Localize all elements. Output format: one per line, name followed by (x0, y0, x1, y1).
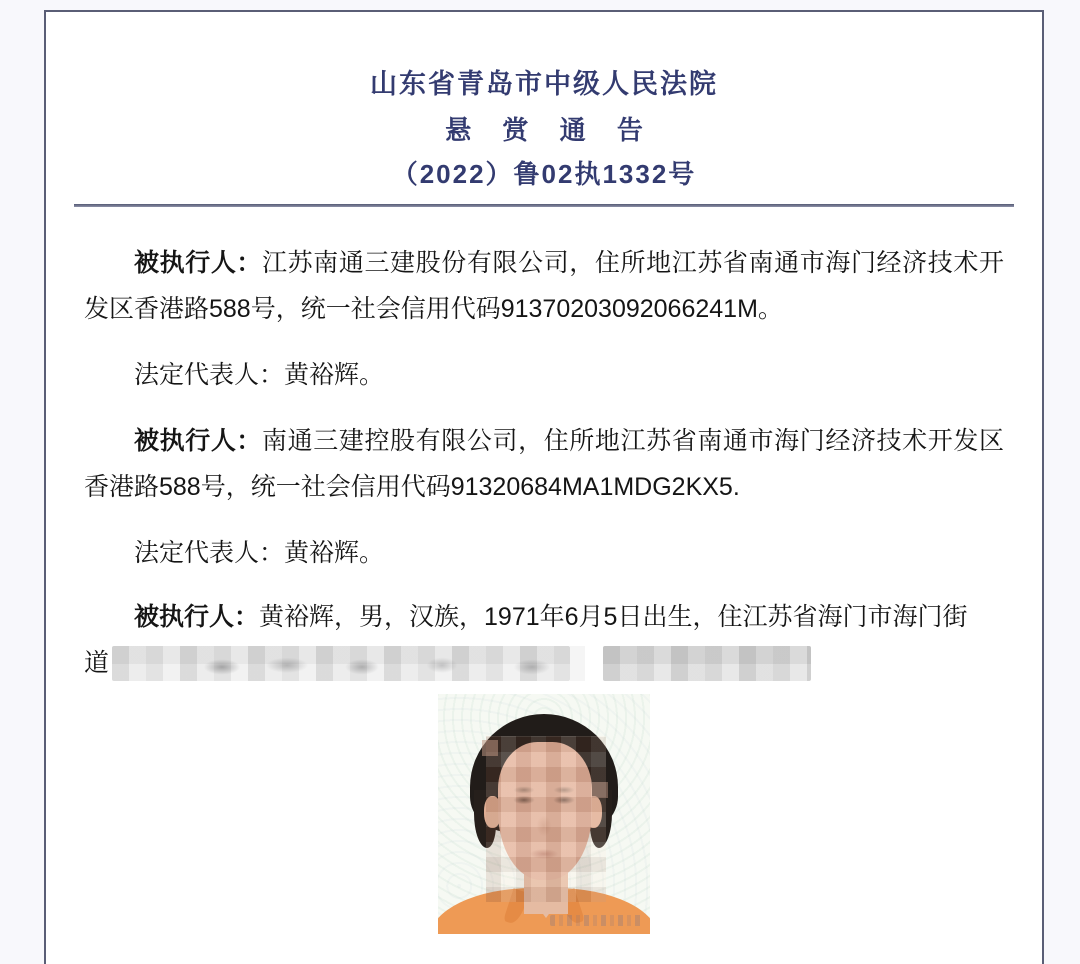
executee-3-line1 (84, 594, 1004, 640)
mosaic-stray-block (482, 740, 498, 756)
header-divider-line (74, 204, 1014, 207)
paragraph-legal-rep-2: 法定代表人：黄裕辉。 (134, 539, 385, 567)
redacted-id-number-mosaic (603, 646, 811, 681)
executee-3-line2 (84, 640, 1004, 686)
paragraph-executee-3 (84, 594, 1004, 686)
executee-label-2: 被执行人： (134, 427, 263, 455)
notice-type-title: 悬 赏 通 告 (445, 115, 655, 145)
document-header (46, 12, 1042, 190)
case-number: （2022）鲁02执1332号 (391, 159, 697, 189)
executee-label-3: 被执行人： (134, 603, 260, 631)
address-line2-prefix: 道 (84, 649, 110, 677)
redacted-address-mosaic (112, 646, 570, 681)
paragraph-executee-1 (84, 240, 1004, 332)
redaction-gap (570, 646, 600, 681)
executee-text-2: 南通三建控股有限公司，住所地江苏省南通市海门经济技术开发区香港路588号，统一社会信用代码91320684MA1MDG2KX5. (84, 427, 1004, 501)
face-pixelation-mosaic (486, 736, 606, 902)
paragraph-executee-2 (84, 418, 1004, 510)
executee-portrait-photo (438, 694, 650, 934)
document-body (46, 240, 1042, 934)
executee-text-1: 江苏南通三建股份有限公司，住所地江苏省南通市海门经济技术开发区香港路588号，统一社会信用代码91370203092066241M。 (84, 249, 1004, 323)
mosaic-stray-block (592, 782, 608, 798)
document-page (44, 10, 1044, 964)
executee-text-3: 黄裕辉，男，汉族，1971年6月5日出生，住江苏省海门市海门街 (259, 603, 968, 631)
photo-watermark (550, 915, 642, 926)
paragraph-legal-rep-1: 法定代表人：黄裕辉。 (134, 361, 385, 389)
court-name-title: 山东省青岛市中级人民法院 (370, 69, 718, 99)
executee-label-1: 被执行人： (134, 249, 263, 277)
